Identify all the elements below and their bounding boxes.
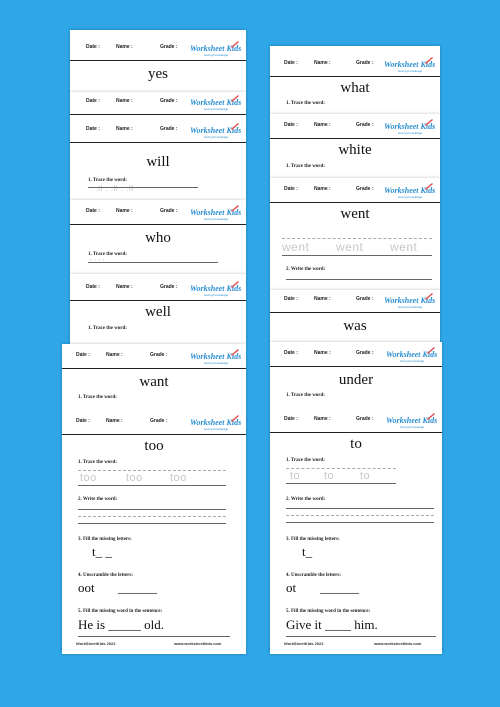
worksheetkids-logo: Worksheet Kids Giving Knowledge	[190, 122, 242, 140]
worksheet-header	[70, 202, 246, 225]
unscramble-heading: 4. Unscramble the letters:	[286, 573, 341, 578]
worksheet-header	[270, 344, 442, 367]
pencil-icon	[426, 412, 436, 420]
pencil-icon	[230, 122, 240, 130]
worksheetkids-logo: Worksheet Kids Giving Knowledge	[384, 292, 436, 310]
worksheetkids-logo: Worksheet Kids Giving Knowledge	[190, 40, 242, 58]
sight-word: what	[340, 80, 370, 96]
worksheetkids-logo: Worksheet Kids Giving Knowledge	[386, 412, 438, 430]
pencil-icon	[230, 280, 240, 288]
sight-word: too	[144, 438, 164, 454]
name-label: Name :	[116, 126, 133, 132]
date-label: Date :	[284, 186, 298, 192]
write-heading: 2. Write the word:	[286, 497, 326, 502]
trace-word: to	[324, 470, 335, 482]
write-heading: 2. Write the word:	[78, 497, 118, 502]
trace-fragment: . .ll . .ll . .ll	[90, 184, 134, 193]
trace-word: went	[282, 240, 310, 254]
worksheet-to	[270, 342, 442, 654]
fill-sentence-heading: 5. Fill the missing word in the sentence:	[286, 609, 371, 614]
worksheetkids-logo: Worksheet Kids Giving Knowledge	[190, 280, 242, 298]
grade-label: Grade :	[160, 208, 178, 214]
worksheet-yes	[70, 30, 246, 92]
worksheetkids-logo: Worksheet Kids Giving Knowledge	[190, 414, 242, 432]
name-label: Name :	[116, 284, 133, 290]
trace-word: too	[80, 472, 97, 484]
trace-heading: 1. Trace the word:	[286, 393, 325, 398]
name-label: Name :	[116, 208, 133, 214]
pencil-icon	[424, 118, 434, 126]
sight-word: to	[350, 436, 362, 452]
sight-word: want	[139, 374, 169, 390]
worksheetkids-logo: Worksheet Kids Giving Knowledge	[190, 94, 242, 112]
worksheet-white	[270, 114, 440, 178]
date-label: Date :	[86, 44, 100, 50]
name-label: Name :	[314, 60, 331, 66]
trace-word: to	[290, 470, 301, 482]
worksheet-header	[62, 412, 246, 435]
sight-word: white	[338, 142, 372, 158]
grade-label: Grade :	[356, 60, 374, 66]
pencil-icon	[230, 204, 240, 212]
trace-word: too	[126, 472, 143, 484]
missing-letters: t_	[302, 544, 313, 559]
worksheetkids-logo: Worksheet Kids Giving Knowledge	[384, 56, 436, 74]
pencil-icon	[424, 292, 434, 300]
worksheetkids-logo: Worksheet Kids Giving Knowledge	[384, 118, 436, 136]
pencil-icon	[426, 346, 436, 354]
worksheetkids-logo: Worksheet Kids Giving Knowledge	[384, 182, 436, 200]
grade-label: Grade :	[356, 350, 374, 356]
trace-heading: 1. Trace the word:	[286, 101, 325, 106]
sight-word: yes	[148, 66, 168, 82]
date-label: Date :	[86, 126, 100, 132]
grade-label: Grade :	[356, 122, 374, 128]
date-label: Date :	[284, 122, 298, 128]
grade-label: Grade :	[150, 418, 168, 424]
worksheet-what	[270, 46, 440, 114]
worksheetkids-logo: Worksheet Kids Giving Knowledge	[190, 348, 242, 366]
pencil-icon	[230, 414, 240, 422]
worksheet-header	[270, 180, 440, 203]
sight-word: under	[338, 372, 374, 388]
worksheet-header	[70, 278, 246, 301]
date-label: Date :	[76, 352, 90, 358]
worksheet-well	[70, 274, 246, 344]
date-label: Date :	[86, 284, 100, 290]
name-label: Name :	[314, 122, 331, 128]
name-label: Name :	[116, 98, 133, 104]
sentence: He is _____ old.	[78, 617, 164, 632]
date-label: Date :	[86, 98, 100, 104]
trace-heading: 1. Trace the word:	[88, 252, 127, 257]
answer-blank[interactable]: ______	[118, 580, 157, 595]
grade-label: Grade :	[150, 352, 168, 358]
date-label: Date :	[284, 350, 298, 356]
sight-word: well	[145, 304, 171, 320]
grade-label: Grade :	[356, 186, 374, 192]
grade-label: Grade :	[160, 284, 178, 290]
trace-word: too	[170, 472, 187, 484]
fill-letters-heading: 3. Fill the missing letters:	[286, 537, 340, 542]
pencil-icon	[424, 56, 434, 64]
date-label: Date :	[86, 208, 100, 214]
worksheet-who	[70, 200, 246, 274]
footer-url[interactable]: www.worksheetkids.com	[174, 641, 222, 646]
trace-heading: 1. Trace the word:	[78, 395, 117, 400]
scrambled-letters: oot	[78, 580, 95, 595]
worksheet-header	[270, 410, 442, 433]
worksheetkids-logo: Worksheet Kids Giving Knowledge	[190, 204, 242, 222]
worksheet-header	[62, 346, 246, 369]
grade-label: Grade :	[160, 126, 178, 132]
name-label: Name :	[106, 418, 123, 424]
worksheet-header	[270, 116, 440, 139]
worksheet-will	[70, 92, 246, 200]
grade-label: Grade :	[356, 296, 374, 302]
name-label: Name :	[314, 416, 331, 422]
fill-letters-heading: 3. Fill the missing letters:	[78, 537, 132, 542]
worksheet-header	[70, 120, 246, 143]
grade-label: Grade :	[160, 98, 178, 104]
missing-letters: t_ _	[92, 544, 112, 559]
fill-sentence-heading: 5. Fill the missing word in the sentence:	[78, 609, 163, 614]
footer-url[interactable]: www.worksheetkids.com	[374, 641, 422, 646]
sentence: Give it ____ him.	[286, 617, 378, 632]
trace-heading: 1. Trace the word:	[78, 460, 117, 465]
worksheetkids-logo: Worksheet Kids Giving Knowledge	[386, 346, 438, 364]
scrambled-letters: ot	[286, 580, 297, 595]
sight-word: was	[343, 318, 367, 334]
trace-heading: 1. Trace the word:	[286, 458, 325, 463]
trace-word: went	[336, 240, 364, 254]
trace-heading: 1. Trace the word:	[88, 178, 127, 183]
write-heading: 2. Write the word:	[286, 267, 326, 272]
worksheet-too	[62, 344, 246, 654]
worksheet-header	[270, 54, 440, 77]
sight-word: will	[146, 154, 170, 170]
trace-heading: 1. Trace the word:	[286, 164, 325, 169]
pencil-icon	[424, 182, 434, 190]
answer-blank[interactable]: ______	[320, 580, 359, 595]
pencil-icon	[230, 348, 240, 356]
sight-word: who	[145, 230, 171, 246]
name-label: Name :	[116, 44, 133, 50]
unscramble-heading: 4. Unscramble the letters:	[78, 573, 133, 578]
trace-word: went	[390, 240, 418, 254]
worksheet-header	[70, 92, 246, 115]
grade-label: Grade :	[160, 44, 178, 50]
footer-brand: WorkSheetKids 2022	[284, 641, 324, 646]
name-label: Name :	[314, 350, 331, 356]
pencil-icon	[230, 94, 240, 102]
sight-word: went	[340, 206, 370, 222]
trace-fragment: ' ' ' '	[90, 259, 105, 266]
date-label: Date :	[284, 416, 298, 422]
trace-heading: 1. Trace the word:	[88, 326, 127, 331]
worksheet-header	[270, 290, 440, 313]
worksheet-header	[70, 38, 246, 61]
name-label: Name :	[314, 296, 331, 302]
date-label: Date :	[284, 296, 298, 302]
date-label: Date :	[284, 60, 298, 66]
date-label: Date :	[76, 418, 90, 424]
worksheet-was	[270, 290, 440, 342]
worksheet-went	[270, 178, 440, 290]
name-label: Name :	[314, 186, 331, 192]
grade-label: Grade :	[356, 416, 374, 422]
footer-brand: WorkSheetKids 2022	[76, 641, 116, 646]
pencil-icon	[230, 40, 240, 48]
trace-word: to	[360, 470, 371, 482]
name-label: Name :	[106, 352, 123, 358]
